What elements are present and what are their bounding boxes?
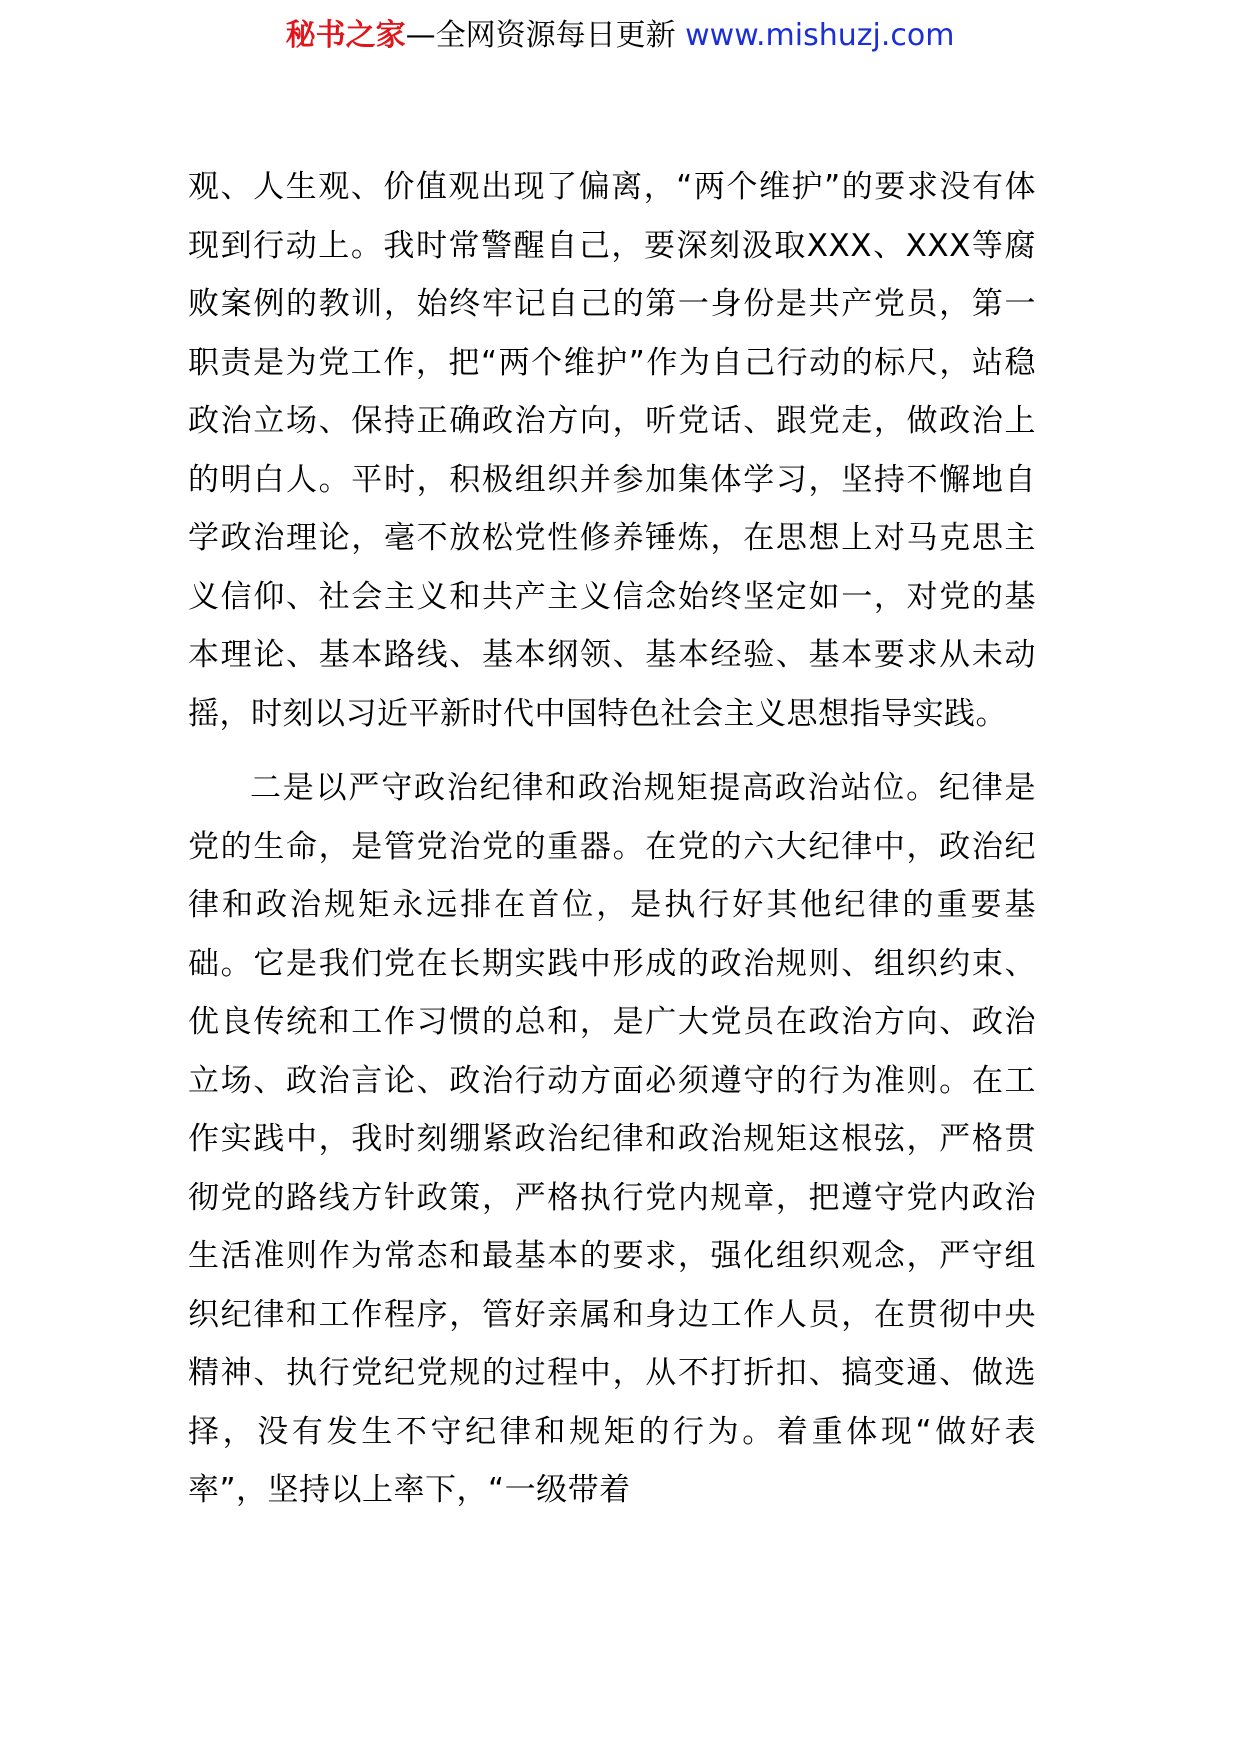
brand-name: 秘书之家 — [285, 18, 406, 53]
document-body — [188, 158, 1036, 1520]
site-url-link[interactable]: www.mishuzj.com — [685, 18, 955, 53]
paragraph-continuation: 观、人生观、价值观出现了偏离，“两个维护”的要求没有体现到行动上。我时常警醒自己，要深刻汲取XXX、XXX等腐败案例的教训，始终牢记自己的第一身份是共产党员，第一职责是为党工作，把“两个维护”作为自己行动的标尺，站稳政治立场、保持正确政治方向，听党话、跟党走，做政治上的明白人。平时，积极组织并参加集体学习，坚持不懈地自学政治理论，毫不放松党性修养锤炼，在思想上对马克思主义信仰、社会主义和共产主义信念始终坚定如一，对党的基本理论、基本路线、基本纲领、基本经验、基本要求从未动摇，时刻以习近平新时代中国特色社会主义思想指导实践。 — [188, 169, 1036, 732]
header-tagline: —全网资源每日更新 — [405, 18, 686, 53]
page-header — [0, 14, 1240, 58]
paragraph-discipline: 二是以严守政治纪律和政治规矩提高政治站位。纪律是党的生命，是管党治党的重器。在党的六大纪律中，政治纪律和政治规矩永远排在首位，是执行好其他纪律的重要基础。它是我们党在长期实践中形成的政治规则、组织约束、优良传统和工作习惯的总和，是广大党员在政治方向、政治立场、政治言论、政治行动方面必须遵守的行为准则。在工作实践中，我时刻绷紧政治纪律和政治规矩这根弦，严格贯彻党的路线方针政策，严格执行党内规章，把遵守党内政治生活准则作为常态和最基本的要求，强化组织观念，严守组织纪律和工作程序，管好亲属和身边工作人员，在贯彻中央精神、执行党纪党规的过程中，从不打折扣、搞变通、做选择，没有发生不守纪律和规矩的行为。着重体现“做好表率”，坚持以上率下，“一级带着 — [188, 770, 1036, 1508]
